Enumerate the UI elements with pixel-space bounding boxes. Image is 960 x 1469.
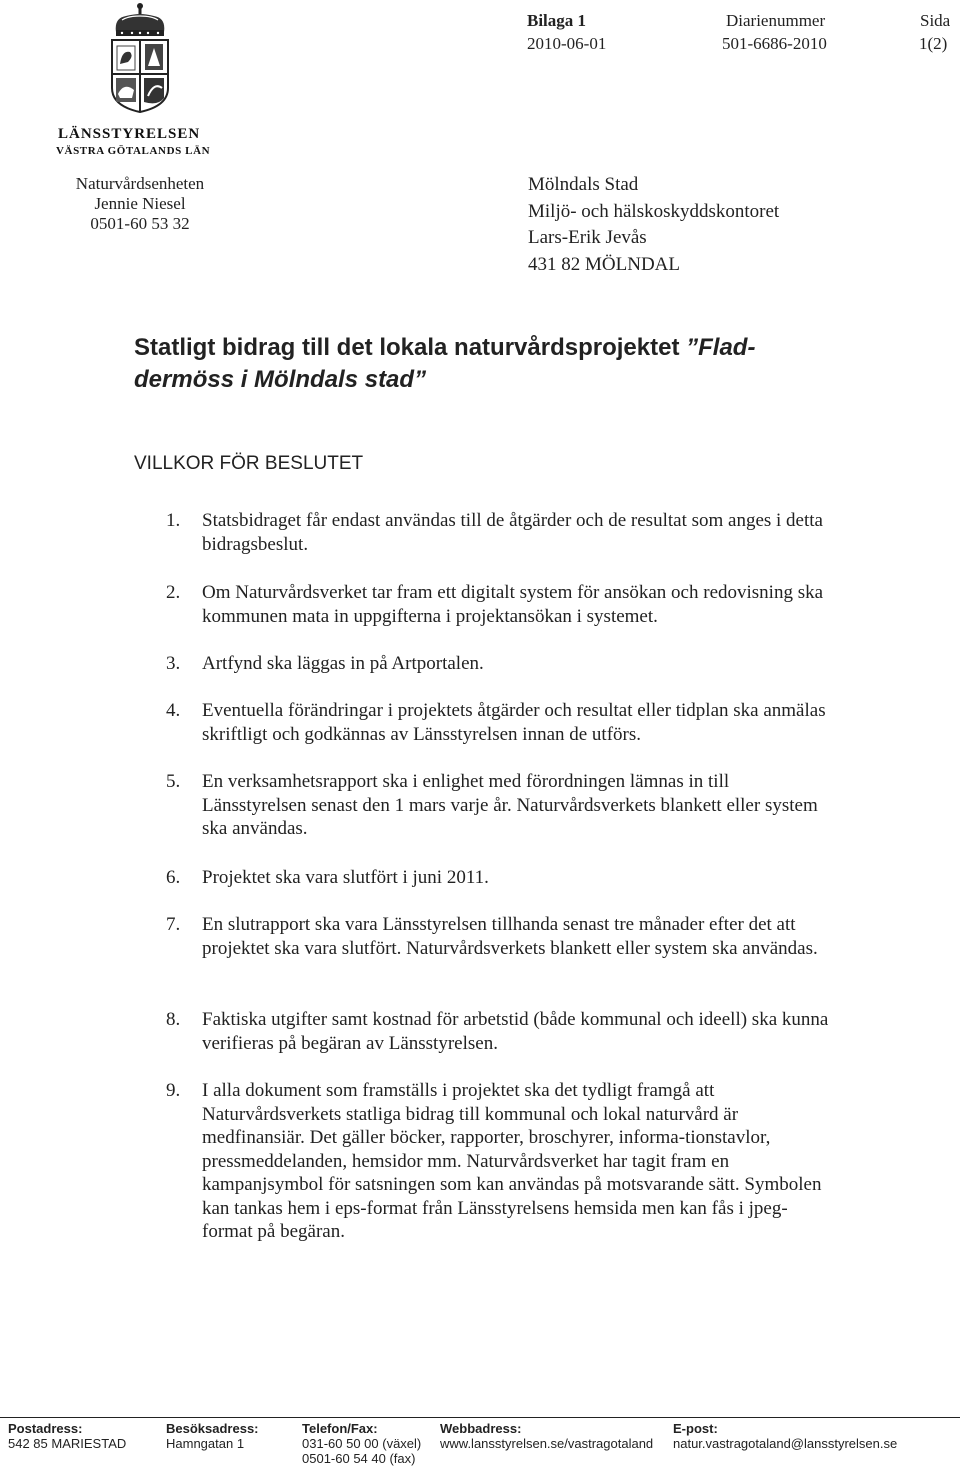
document-title (134, 332, 854, 396)
item-text: Statsbidraget får endast användas till de åtgärder och de resultat som anges i detta bidragsbeslut. (202, 510, 823, 555)
title-open-quote: ” (686, 334, 699, 361)
title-text: Statligt bidrag till det lokala naturvårdsprojektet (134, 334, 687, 361)
doc-date: 2010-06-01 (527, 34, 607, 53)
footer-fax-value: 0501-60 54 40 (fax) (302, 1451, 416, 1466)
item-text: En slutrapport ska vara Länsstyrelsen tillhanda senast tre månader efter det att projektet ska vara slutfört. Naturvårdsverkets blankett eller system ska användas. (202, 914, 818, 959)
list-item (166, 1079, 836, 1244)
item-number: 7. (166, 914, 181, 935)
page-label: Sida (920, 11, 951, 30)
list-item (166, 770, 836, 841)
sender-unit: Naturvårdsenheten (75, 174, 205, 193)
page-number: 1(2) (919, 34, 948, 53)
footer-postal-value: 542 85 MARIESTAD (8, 1436, 127, 1451)
list-item (166, 652, 836, 676)
item-text: Eventuella förändringar i projektets åtgärder och resultat eller tidplan ska anmälas skriftligt och godkännas av Länsstyrelsen innan de utförs. (202, 700, 826, 745)
list-item (166, 1008, 836, 1055)
sender-name: Jennie Niesel (94, 194, 186, 213)
footer-web (440, 1421, 653, 1451)
list-item (166, 866, 836, 890)
item-text: Faktiska utgifter samt kostnad för arbetstid (både kommunal och ideell) ska kunna verifieras på begäran av Länsstyrelsen. (202, 1009, 829, 1054)
list-item (166, 509, 836, 556)
footer-email (673, 1421, 897, 1451)
item-text: Artfynd ska läggas in på Artportalen. (202, 653, 484, 674)
footer-web-label: Webbadress: (440, 1421, 522, 1436)
doc-label: Bilaga 1 (527, 11, 587, 30)
footer-phone-value: 031-60 50 00 (växel) (302, 1436, 422, 1451)
list-item (166, 913, 836, 960)
item-number: 8. (166, 1009, 181, 1030)
list-item (166, 581, 836, 628)
sender-phone: 0501-60 53 32 (90, 214, 190, 233)
footer-visit-label: Besöksadress: (166, 1421, 259, 1436)
title-line-2 (134, 364, 854, 396)
recipient-line-4: 431 82 MÖLNDAL (528, 253, 680, 275)
sender-block (30, 174, 250, 234)
recipient-line-3: Lars-Erik Jevås (528, 227, 647, 248)
item-number: 6. (166, 867, 181, 888)
footer-email-link[interactable]: natur.vastragotaland@lansstyrelsen.se (673, 1436, 898, 1451)
conditions-heading: VILLKOR FÖR BESLUTET (134, 453, 364, 474)
footer-postal-label: Postadress: (8, 1421, 83, 1436)
item-text: Om Naturvårdsverket tar fram ett digitalt system för ansökan och redovisning ska kommunen mata in uppgifterna i projektansökan i systemet. (202, 582, 824, 627)
title-close-quote: ” (414, 366, 427, 393)
logo-line-1: LÄNSSTYRELSEN (58, 126, 201, 142)
item-number: 2. (166, 582, 181, 603)
item-text: I alla dokument som framställs i projektet ska det tydligt framgå att Naturvårdsverkets statliga bidrag till kommunal och lokal naturvård är medfinansiär. Det gäller böcker, rapporter, broschyrer, informa-tionstavlor, pressmeddelanden, hemsidor mm. Naturvårdsverket har tagit fram en kampanjsymbol för satsningen som kan användas på motsvarande sätt. Symbolen kan tankas hem i eps-format från Länsstyrelsens hemsida men kan fås i jpeg-format på begäran. (202, 1080, 822, 1242)
diarie-number: 501-6686-2010 (722, 34, 827, 53)
footer-web-link[interactable]: www.lansstyrelsen.se/vastragotaland (440, 1436, 654, 1451)
item-text: Projektet ska vara slutfört i juni 2011. (202, 867, 489, 888)
footer-email-label: E-post: (673, 1421, 718, 1436)
item-number: 3. (166, 653, 181, 674)
header-block (0, 0, 960, 60)
recipient-line-2: Miljö- och hälskoskyddskontoret (528, 200, 780, 222)
recipient-line-1: Mölndals Stad (528, 174, 639, 195)
title-line-1 (134, 332, 854, 364)
title-project-name-part-1: Flad- (698, 334, 756, 361)
list-item (166, 699, 836, 746)
recipient-block (528, 172, 779, 278)
footer-divider (0, 1417, 960, 1418)
footer-phone-label: Telefon/Fax: (302, 1421, 378, 1436)
item-number: 4. (166, 700, 181, 721)
item-text: En verksamhetsrapport ska i enlighet med förordningen lämnas in till Länsstyrelsen senast den 1 mars varje år. Naturvårdsverkets blankett eller system ska användas. (202, 771, 818, 839)
item-number: 1. (166, 510, 181, 531)
footer-phone (302, 1421, 421, 1466)
diarie-label: Diarienummer (726, 11, 826, 30)
footer-postal (8, 1421, 126, 1451)
item-number: 9. (166, 1080, 181, 1101)
footer-visit-value: Hamngatan 1 (166, 1436, 245, 1451)
title-project-name-part-2: dermöss i Mölndals stad (134, 366, 415, 393)
footer-visit (166, 1421, 259, 1451)
item-number: 5. (166, 771, 181, 792)
logo-line-2: VÄSTRA GÖTALANDS LÄN (56, 145, 211, 157)
